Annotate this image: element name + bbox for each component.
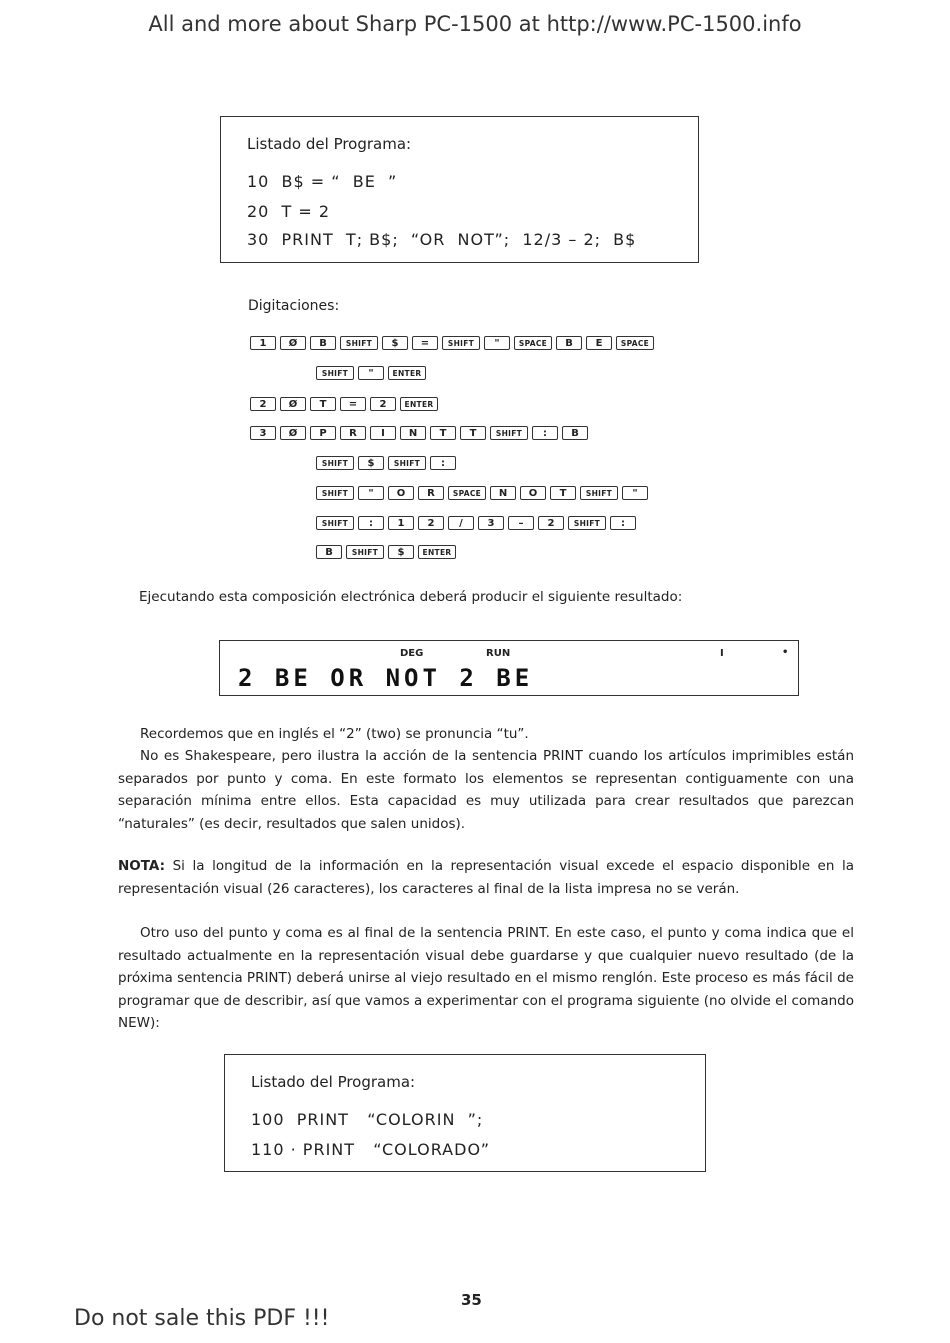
keycap: / <box>448 516 474 530</box>
keycap: SHIFT <box>580 486 618 500</box>
keycap: 2 <box>250 397 276 411</box>
keycap: : <box>532 426 558 440</box>
keycap: = <box>340 397 366 411</box>
keystroke-row <box>250 396 438 412</box>
keycap: 3 <box>478 516 504 530</box>
keycap: : <box>430 456 456 470</box>
keycap: SHIFT <box>316 516 354 530</box>
lcd-output: 2 BE OR NOT 2 BE <box>238 664 534 692</box>
keystroke-row <box>250 335 654 351</box>
keycap: R <box>340 426 366 440</box>
keystroke-row <box>250 425 588 441</box>
keystroke-row <box>316 515 636 531</box>
keycap: B <box>562 426 588 440</box>
lcd-display <box>219 640 799 696</box>
keycap: E <box>586 336 612 350</box>
keycap: SHIFT <box>316 486 354 500</box>
keycap: SPACE <box>514 336 552 350</box>
indicator-dot: • <box>782 647 789 658</box>
keycap: N <box>490 486 516 500</box>
indicator-run: RUN <box>486 648 511 659</box>
keycap: ENTER <box>388 366 426 380</box>
paragraph: Recordemos que en inglés el “2” (two) se pronuncia “tu”. <box>140 726 529 742</box>
keycap: O <box>520 486 546 500</box>
code-line: 20 T = 2 <box>247 202 331 221</box>
keycap: T <box>460 426 486 440</box>
program-listing-box-1 <box>220 116 699 263</box>
keycap: 1 <box>250 336 276 350</box>
keycap: – <box>508 516 534 530</box>
paragraph: No es Shakespeare, pero ilustra la acción de la sentencia PRINT cuando los artículos imprimibles están separados por punto y coma. En este formato los elementos se representan contiguamente con una separación mínima entre ellos. Esta capacidad es muy utilizada para crear resultados que parezcan “naturales” (es decir, resultados que salen unidos). <box>118 748 854 832</box>
keycap: Ø <box>280 336 306 350</box>
indicator-deg: DEG <box>400 648 424 659</box>
code-line: 10 B$ = “ BE ” <box>247 172 398 191</box>
code-line: 100 PRINT “COLORIN ”; <box>251 1110 484 1129</box>
code-line: 110 · PRINT “COLORADO” <box>251 1140 491 1159</box>
keystroke-row <box>316 455 456 471</box>
keycap: " <box>622 486 648 500</box>
keycap: 3 <box>250 426 276 440</box>
note-text: Si la longitud de la información en la representación visual excede el espacio disponible en la representación visual (26 caracteres), los caracteres al final de la lista impresa no se verán. <box>118 858 854 897</box>
keycap: SHIFT <box>388 456 426 470</box>
keycap: B <box>556 336 582 350</box>
keycap: ENTER <box>400 397 438 411</box>
keycap: $ <box>382 336 408 350</box>
keycap: T <box>310 397 336 411</box>
keycap: ENTER <box>418 545 456 559</box>
note-label: NOTA: <box>118 858 166 874</box>
keycap: SHIFT <box>316 456 354 470</box>
keycap: SHIFT <box>490 426 528 440</box>
keycap: : <box>610 516 636 530</box>
keycap: Ø <box>280 426 306 440</box>
keycap: T <box>550 486 576 500</box>
keycap: SPACE <box>616 336 654 350</box>
keycap: O <box>388 486 414 500</box>
keycap: " <box>484 336 510 350</box>
keycap: R <box>418 486 444 500</box>
keycap: I <box>370 426 396 440</box>
keystroke-row <box>316 485 648 501</box>
keystroke-row <box>316 365 426 381</box>
keycap: SHIFT <box>340 336 378 350</box>
page-header: All and more about Sharp PC-1500 at http://www.PC-1500.info <box>148 12 802 36</box>
note-paragraph <box>118 855 854 900</box>
result-intro: Ejecutando esta composición electrónica deberá producir el siguiente resultado: <box>139 589 683 605</box>
keycap: " <box>358 366 384 380</box>
keycap: 2 <box>418 516 444 530</box>
keycap: B <box>316 545 342 559</box>
keycap: T <box>430 426 456 440</box>
keycap: = <box>412 336 438 350</box>
keycap: P <box>310 426 336 440</box>
keycap: N <box>400 426 426 440</box>
paragraph: Otro uso del punto y coma es al final de la sentencia PRINT. En este caso, el punto y coma indica que el resultado actualmente en la representación visual debe guardarse y que cualquier nuevo resultado (de la próxima sentencia PRINT) deberá unirse al viejo resultado en el mismo renglón. Este proceso es más fácil de programar que de describir, así que vamos a experimentar con el programa siguiente (no olvide el comando NEW): <box>118 925 854 1031</box>
keycap: SHIFT <box>442 336 480 350</box>
footer-note: Do not sale this PDF !!! <box>74 1306 330 1331</box>
keycap: : <box>358 516 384 530</box>
keycap: 2 <box>370 397 396 411</box>
keycap: 2 <box>538 516 564 530</box>
keycap: SHIFT <box>316 366 354 380</box>
keycap: " <box>358 486 384 500</box>
keycap: B <box>310 336 336 350</box>
page-number: 35 <box>461 1291 482 1309</box>
keystrokes-label: Digitaciones: <box>248 298 340 314</box>
listing-title: Listado del Programa: <box>251 1073 416 1091</box>
code-line: 30 PRINT T; B$; “OR NOT”; 12/3 – 2; B$ <box>247 230 637 249</box>
keycap: 1 <box>388 516 414 530</box>
keystroke-row <box>316 544 456 560</box>
indicator-i: I <box>720 648 724 659</box>
keycap: $ <box>358 456 384 470</box>
program-listing-box-2 <box>224 1054 706 1172</box>
keycap: SHIFT <box>346 545 384 559</box>
listing-title: Listado del Programa: <box>247 135 412 153</box>
keycap: SHIFT <box>568 516 606 530</box>
keycap: SPACE <box>448 486 486 500</box>
keycap: $ <box>388 545 414 559</box>
keycap: Ø <box>280 397 306 411</box>
